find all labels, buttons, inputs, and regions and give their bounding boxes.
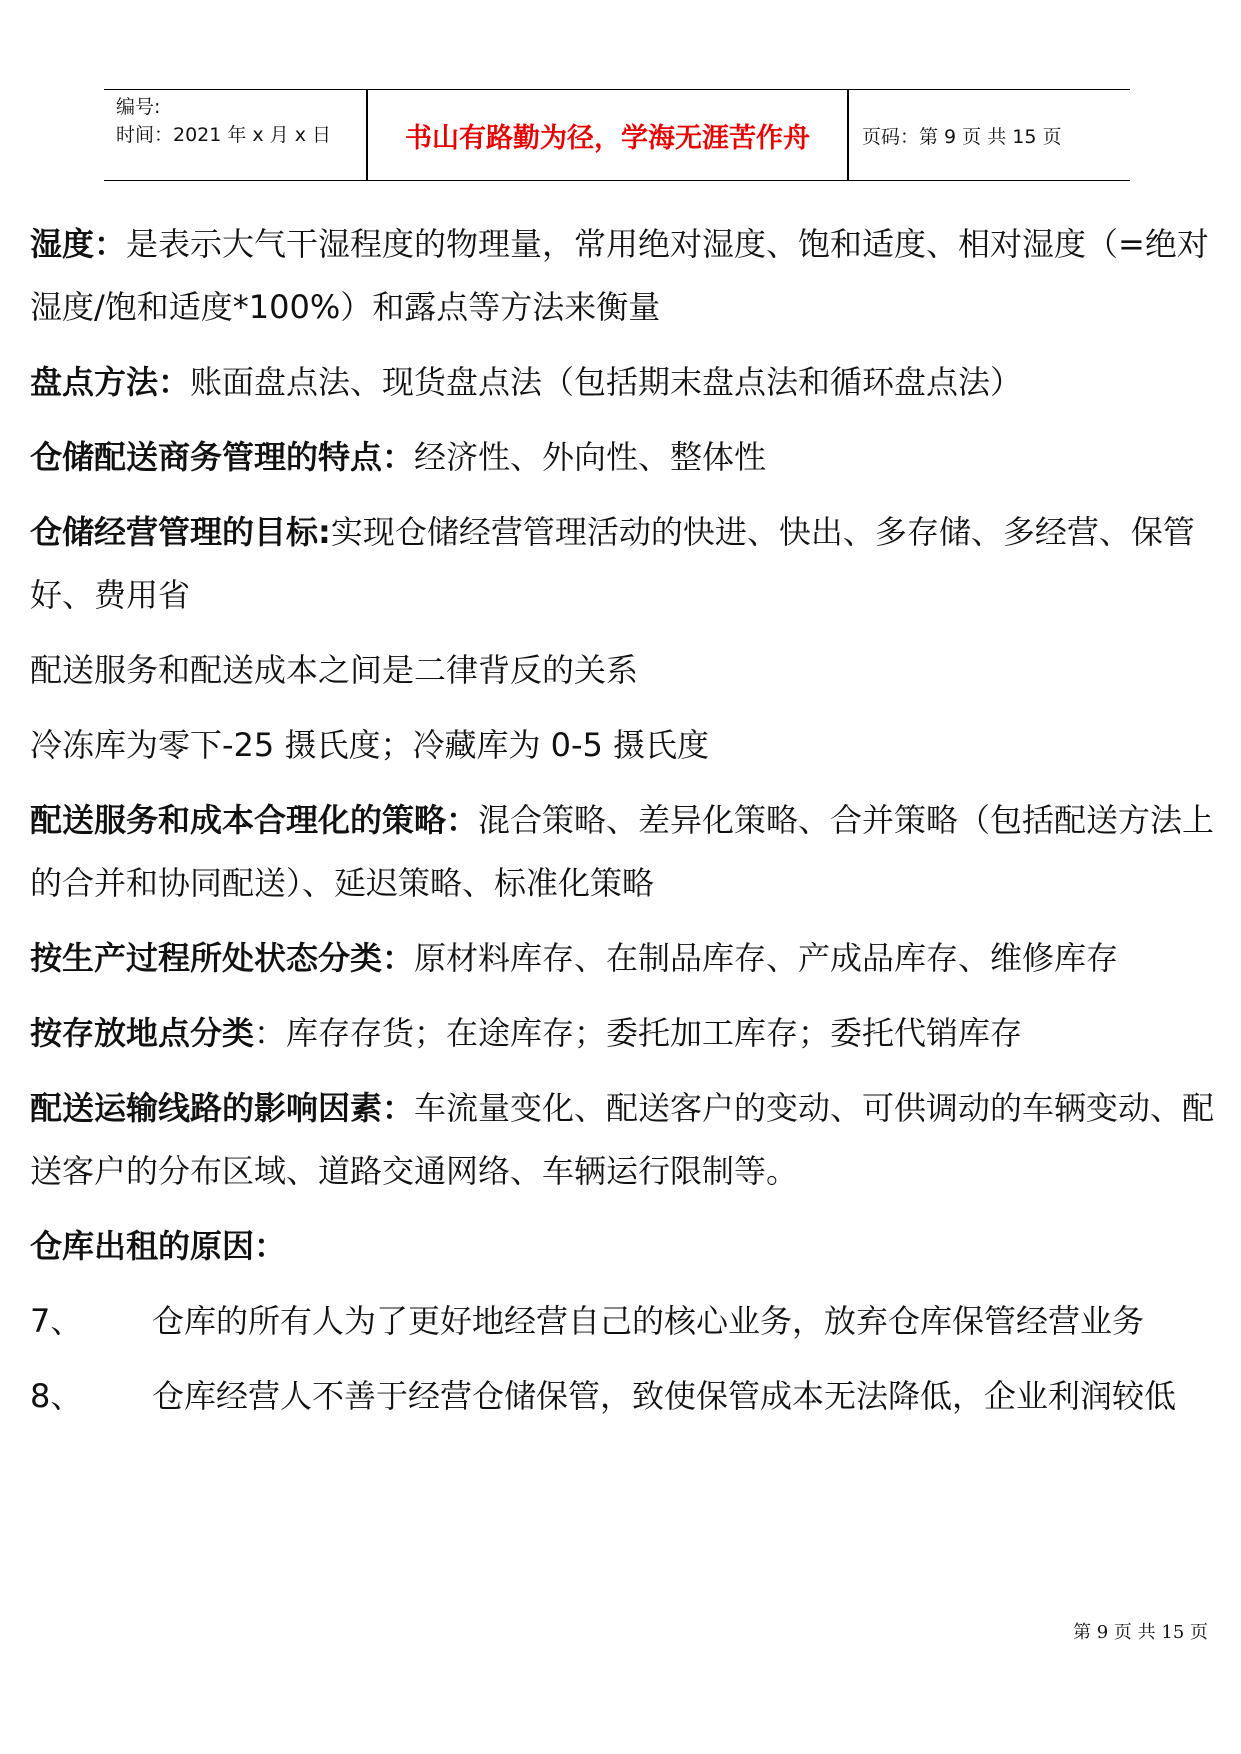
list-item [30, 1365, 1220, 1428]
definition: 是表示大气干湿程度的物理量，常用绝对湿度、饱和适度、相对湿度（=绝对湿度/饱和适度*100%）和露点等方法来衡量 [30, 225, 1209, 326]
header-page-code: 页码：第 9 页 共 15 页 [862, 125, 1062, 148]
definition: 混合策略、差异化策略、合并策略（包括配送方法上的合并和协同配送）、延迟策略、标准化策略 [30, 801, 1215, 902]
document-body [30, 213, 1220, 1440]
paragraph-business-features [30, 426, 1220, 489]
paragraph-strategies [30, 789, 1220, 915]
page-footer: 第 9 页 共 15 页 [1073, 1622, 1208, 1643]
header-motto: 书山有路勤为径，学海无涯苦作舟 [405, 122, 810, 154]
paragraph-lease-reasons [30, 1215, 1220, 1278]
term: 盘点方法： [30, 363, 191, 401]
term: 配送服务和成本合理化的策略： [30, 801, 479, 839]
list-number: 7、 [30, 1302, 83, 1340]
term: 按生产过程所处状态分类： [30, 939, 415, 977]
paragraph-inventory-methods [30, 351, 1220, 414]
serial-label: 编号: [116, 96, 161, 118]
list-text: 仓库的所有人为了更好地经营自己的核心业务，放弃仓库保管经营业务 [152, 1302, 1145, 1340]
paragraph-humidity [30, 213, 1220, 339]
definition: 车流量变化、配送客户的变动、可供调动的车辆变动、配送客户的分布区域、道路交通网络、车辆运行限制等。 [30, 1089, 1215, 1190]
term: 湿度： [30, 225, 127, 263]
list-text: 仓库经营人不善于经营仓储保管，致使保管成本无法降低，企业利润较低 [152, 1377, 1177, 1415]
definition: 经济性、外向性、整体性 [414, 438, 767, 476]
definition: 冷冻库为零下-25 摄氏度；冷藏库为 0-5 摄氏度 [30, 726, 710, 764]
term: 按存放地点分类 [30, 1014, 255, 1052]
paragraph-service-cost [30, 639, 1220, 702]
definition: 实现仓储经营管理活动的快进、快出、多存储、多经营、保管好、费用省 [30, 513, 1195, 614]
paragraph-production-state [30, 927, 1220, 990]
definition: 配送服务和配送成本之间是二律背反的关系 [30, 651, 639, 689]
header-divider-right [847, 89, 849, 181]
term: 仓储经营管理的目标: [30, 513, 331, 551]
paragraph-temperatures [30, 714, 1220, 777]
time-label: 时间：2021 年 x 月 x 日 [116, 124, 332, 146]
list-item [30, 1290, 1220, 1353]
definition: ：库存存货；在途库存；委托加工库存；委托代销库存 [254, 1014, 1023, 1052]
paragraph-storage-location [30, 1002, 1220, 1065]
definition: 账面盘点法、现货盘点法（包括期末盘点法和循环盘点法） [190, 363, 1023, 401]
term: 仓库出租的原因： [30, 1227, 287, 1265]
document-header [104, 89, 1130, 181]
paragraph-management-goals [30, 501, 1220, 627]
term: 配送运输线路的影响因素： [30, 1089, 415, 1127]
paragraph-route-factors [30, 1077, 1220, 1203]
definition: 原材料库存、在制品库存、产成品库存、维修库存 [414, 939, 1119, 977]
list-number: 8、 [30, 1377, 83, 1415]
term: 仓储配送商务管理的特点： [30, 438, 415, 476]
header-meta [116, 93, 331, 149]
